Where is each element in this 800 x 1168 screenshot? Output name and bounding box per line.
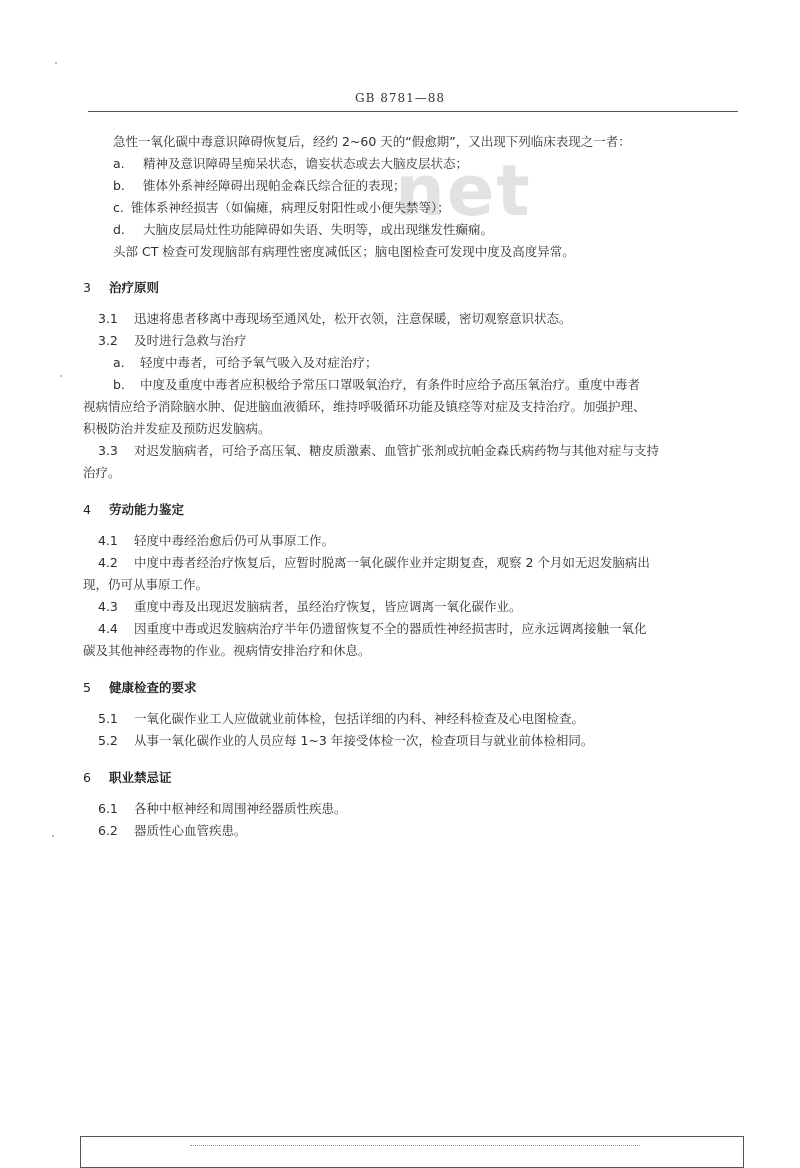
section-number: 6 <box>83 770 91 785</box>
intro-paragraph: 头部 CT 检查可发现脑部有病理性密度减低区；脑电图检查可发现中度及高度异常。 <box>113 244 575 259</box>
list-marker: c. <box>113 200 124 215</box>
list-marker: b. <box>113 377 125 392</box>
scan-speck <box>60 375 62 377</box>
clause-number: 5.1 <box>98 711 118 726</box>
clause <box>98 620 647 637</box>
list-item <box>113 354 378 371</box>
watermark: net <box>395 150 532 232</box>
page-bottom-strip <box>190 1145 640 1149</box>
section-heading <box>83 768 172 786</box>
list-text-continued: 积极防治并发症及预防迟发脑病。 <box>83 421 271 436</box>
clause <box>98 710 584 727</box>
clause-number: 4.1 <box>98 533 118 548</box>
list-item <box>113 199 450 216</box>
clause <box>98 310 572 327</box>
section-title: 劳动能力鉴定 <box>109 502 185 517</box>
list-text: 大脑皮层局灶性功能障碍如失语、失明等，或出现继发性癫痫。 <box>143 222 494 237</box>
list-marker: a. <box>113 156 125 171</box>
standard-code: GB 8781—88 <box>354 91 446 105</box>
clause-text: 因重度中毒或迟发脑病治疗半年仍遗留恢复不全的器质性神经损害时，应永远调离接触一氧化 <box>134 621 647 636</box>
list-marker: d. <box>113 222 125 237</box>
clause-text-continued: 治疗。 <box>83 465 121 480</box>
section-title: 健康检查的要求 <box>109 680 197 695</box>
list-text: 锥体系神经损害（如偏瘫，病理反射阳性或小便失禁等）； <box>131 200 450 215</box>
list-item <box>113 376 640 393</box>
section-heading <box>83 678 197 696</box>
clause-number: 6.1 <box>98 801 118 816</box>
list-item <box>113 221 493 238</box>
clause-text: 一氧化碳作业工人应做就业前体检，包括详细的内科、神经科检查及心电图检查。 <box>134 711 585 726</box>
clause-number: 4.2 <box>98 555 118 570</box>
clause <box>98 822 247 839</box>
list-text: 轻度中毒者，可给予氧气吸入及对症治疗； <box>140 355 378 370</box>
page-bottom-frame <box>80 1136 744 1168</box>
list-marker: b. <box>113 178 125 193</box>
section-number: 4 <box>83 502 91 517</box>
section-number: 3 <box>83 280 91 295</box>
list-item <box>113 155 468 172</box>
scan-speck <box>55 62 57 64</box>
clause-number: 6.2 <box>98 823 118 838</box>
list-marker: a. <box>113 355 125 370</box>
clause-number: 3.1 <box>98 311 118 326</box>
clause-text: 迅速将患者移离中毒现场至通风处，松开衣领，注意保暖，密切观察意识状态。 <box>134 311 572 326</box>
clause <box>98 554 650 571</box>
list-item <box>113 177 406 194</box>
clause <box>98 732 593 749</box>
header-rule <box>88 111 738 112</box>
section-number: 5 <box>83 680 91 695</box>
scan-speck <box>52 835 54 837</box>
clause-text: 重度中毒及出现迟发脑病者，虽经治疗恢复，皆应调离一氧化碳作业。 <box>134 599 522 614</box>
list-text: 精神及意识障碍呈痴呆状态，谵妄状态或去大脑皮层状态； <box>143 156 469 171</box>
clause-text: 各种中枢神经和周围神经器质性疾患。 <box>134 801 347 816</box>
clause <box>98 598 522 615</box>
list-text: 锥体外系神经障碍出现帕金森氏综合征的表现； <box>143 178 406 193</box>
clause-text-continued: 现，仍可从事原工作。 <box>83 577 209 592</box>
clause <box>98 800 347 817</box>
clause-text: 及时进行急救与治疗 <box>134 333 247 348</box>
clause-number: 4.4 <box>98 621 118 636</box>
section-heading <box>83 278 159 296</box>
list-text: 中度及重度中毒者应积极给予常压口罩吸氧治疗，有条件时应给予高压氧治疗。重度中毒者 <box>140 377 641 392</box>
clause-number: 3.2 <box>98 333 118 348</box>
list-text-continued: 视病情应给予消除脑水肿、促进脑血液循环，维持呼吸循环功能及镇痉等对症及支持治疗。加强护理、 <box>83 399 646 414</box>
intro-paragraph: 急性一氧化碳中毒意识障碍恢复后，经约 2~60 天的“假愈期”，又出现下列临床表现之一者： <box>113 134 631 149</box>
clause-text: 中度中毒者经治疗恢复后，应暂时脱离一氧化碳作业并定期复查，观察 2 个月如无迟发脑病出 <box>134 555 650 570</box>
clause-text-continued: 碳及其他神经毒物的作业。视病情安排治疗和休息。 <box>83 643 371 658</box>
section-title: 职业禁忌证 <box>109 770 172 785</box>
clause-text: 器质性心血管疾患。 <box>134 823 247 838</box>
clause <box>98 332 247 349</box>
section-title: 治疗原则 <box>109 280 160 295</box>
clause-number: 3.3 <box>98 443 118 458</box>
clause <box>98 442 659 459</box>
clause-number: 4.3 <box>98 599 118 614</box>
clause <box>98 532 334 549</box>
clause-text: 轻度中毒经治愈后仍可从事原工作。 <box>134 533 335 548</box>
clause-number: 5.2 <box>98 733 118 748</box>
section-heading <box>83 500 184 518</box>
clause-text: 对迟发脑病者，可给予高压氧、糖皮质激素、血管扩张剂或抗帕金森氏病药物与其他对症与支持 <box>134 443 660 458</box>
clause-text: 从事一氧化碳作业的人员应每 1~3 年接受体检一次，检查项目与就业前体检相同。 <box>134 733 594 748</box>
